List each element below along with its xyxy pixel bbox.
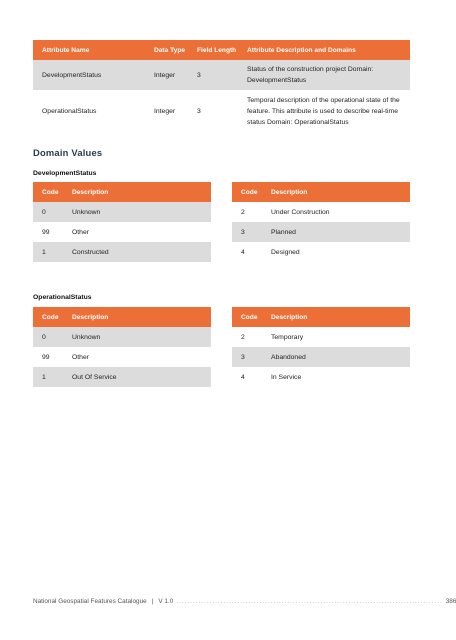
header-description: Description <box>262 182 410 202</box>
domain-description: Abandoned <box>262 347 410 367</box>
domain-description: Constructed <box>63 242 211 262</box>
domain-code: 3 <box>232 347 262 367</box>
table-row <box>33 202 211 222</box>
header-description: Description <box>262 307 410 327</box>
header-description: Attribute Description and Domains <box>238 40 410 60</box>
header-description: Description <box>63 182 211 202</box>
attribute-name: OperationalStatus <box>42 107 97 115</box>
field-length: 3 <box>197 107 201 115</box>
domain-code: 2 <box>241 208 245 216</box>
domain-code: 1 <box>33 367 63 387</box>
header-attribute-name: Attribute Name <box>33 40 145 60</box>
footer-version: V 1.0 <box>158 598 174 605</box>
table-row <box>232 347 410 367</box>
table-row <box>33 242 211 262</box>
attribute-table-header <box>33 40 410 60</box>
domain-code: 0 <box>33 202 63 222</box>
footer-title: National Geospatial Features Catalogue <box>33 598 147 605</box>
table-row <box>33 90 410 132</box>
domain-description: Under Construction <box>271 208 330 216</box>
domain-table-header <box>33 307 211 327</box>
domain-code: 2 <box>241 333 245 341</box>
page-footer <box>33 598 456 605</box>
domain-code: 99 <box>42 228 50 236</box>
domain-description: Planned <box>262 222 410 242</box>
domain-description: Temporary <box>271 333 304 341</box>
field-length: 3 <box>188 60 238 90</box>
footer-dot-leader: ................................................................................................ <box>176 598 443 605</box>
header-data-type: Data Type <box>145 40 188 60</box>
domain-description: In Service <box>271 373 302 381</box>
table-row <box>232 327 410 347</box>
domain-values-heading: Domain Values <box>33 147 103 158</box>
data-type: Integer <box>145 60 188 90</box>
header-field-length: Field Length <box>188 40 238 60</box>
domain-description: Other <box>72 353 89 361</box>
table-row <box>33 222 211 242</box>
attribute-table <box>33 40 410 132</box>
development-status-table-right <box>232 182 410 262</box>
domain-code: 1 <box>33 242 63 262</box>
header-code: Code <box>232 182 262 202</box>
attribute-name: DevelopmentStatus <box>33 60 145 90</box>
attribute-description: Status of the construction project Domain: DevelopmentStatus <box>238 60 410 90</box>
domain-description: Designed <box>271 248 300 256</box>
domain-description: Unknown <box>63 202 211 222</box>
data-type: Integer <box>154 107 176 115</box>
domain-description: Other <box>72 228 89 236</box>
table-row <box>33 367 211 387</box>
domain-table-header <box>33 182 211 202</box>
header-code: Code <box>33 182 63 202</box>
table-row <box>232 367 410 387</box>
domain-code: 4 <box>241 373 245 381</box>
domain-code: 4 <box>241 248 245 256</box>
domain-table-header <box>232 307 410 327</box>
operational-status-table-right <box>232 307 410 387</box>
table-row <box>33 347 211 367</box>
development-status-heading: DevelopmentStatus <box>33 170 97 177</box>
table-row <box>232 222 410 242</box>
footer-separator: | <box>151 598 154 605</box>
header-code: Code <box>232 307 262 327</box>
domain-code: 99 <box>42 353 50 361</box>
table-row <box>33 327 211 347</box>
domain-table-header <box>232 182 410 202</box>
table-row <box>232 242 410 262</box>
development-status-table-left <box>33 182 211 262</box>
header-code: Code <box>33 307 63 327</box>
operational-status-table-left <box>33 307 211 387</box>
domain-description: Out Of Service <box>63 367 211 387</box>
table-row <box>33 60 410 90</box>
header-description: Description <box>63 307 211 327</box>
domain-code: 0 <box>33 327 63 347</box>
attribute-description: Temporal description of the operational state of the feature. This attribute is used to describe real-time status Domain: OperationalStatus <box>247 96 400 126</box>
operational-status-heading: OperationalStatus <box>33 294 92 301</box>
domain-description: Unknown <box>63 327 211 347</box>
page-number: 386 <box>445 598 456 605</box>
domain-code: 3 <box>232 222 262 242</box>
table-row <box>232 202 410 222</box>
